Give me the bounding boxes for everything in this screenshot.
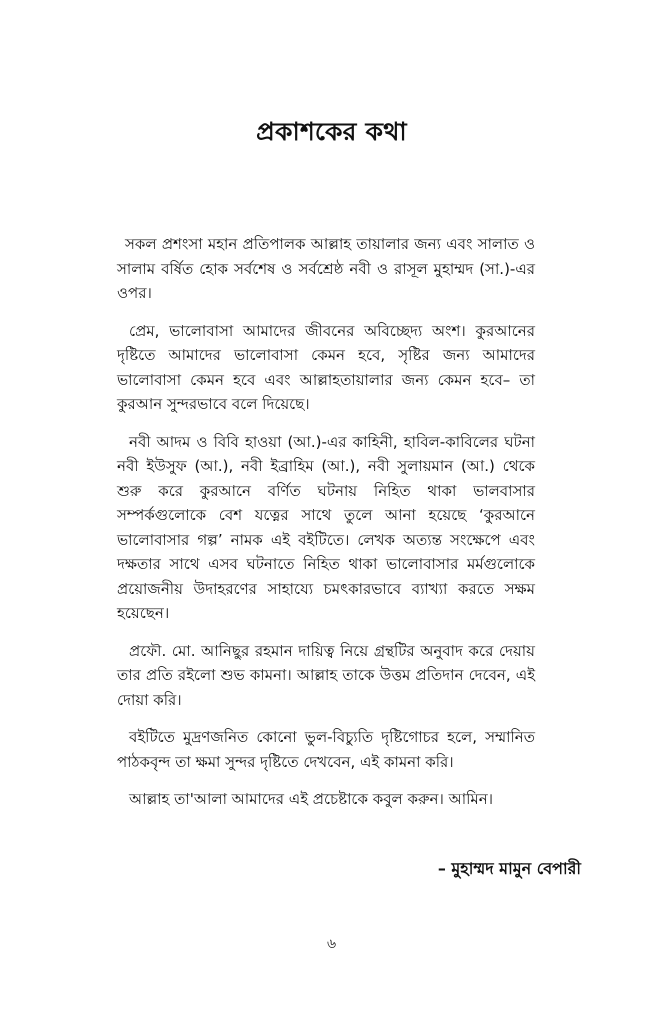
paragraph-prayer: আল্লাহ তা'আলা আমাদের এই প্রচেষ্টাকে কবুল করুন। আমিন। xyxy=(129,790,494,808)
page-title: প্রকাশকের কথা xyxy=(256,117,407,146)
paragraph-translator: প্রফৌ. মো. আনিছুর রহমান দায়িত্ব নিয়ে গ্রন্থটির অনুবাদ করে দেয়ায় তার প্রতি রইলো শুভ কামনা। আল্লাহ তাকে উত্তম প্রতিদান দেবেন, এই দোয়া করি। xyxy=(117,641,535,709)
body-text xyxy=(117,232,535,825)
paragraph-love: প্রেম, ভালোবাসা আমাদের জীবনের অবিচ্ছেদ্য অংশ। কুরআনের দৃষ্টিতে আমাদের ভালোবাসা কেমন হবে, সৃষ্টির জন্য আমাদের ভালোবাসা কেমন হবে এবং আল্লাহতায়ালার জন্য কেমন হবে– তা কুরআন সুন্দরভাবে বলে দিয়েছে। xyxy=(117,321,535,413)
publisher-signature: – মুহাম্মদ মামুন বেপারী xyxy=(437,859,581,878)
paragraph-praise: সকল প্রশংসা মহান প্রতিপালক আল্লাহ তায়ালার জন্য এবং সালাত ও সালাম বর্ষিত হোক সর্বশেষ ও সর্বশ্রেষ্ঠ নবী ও রাসূল মুহাম্মদ (সা.)-এর ওপর। xyxy=(117,235,535,302)
paragraph-errata: বইটিতে মুদ্রণজনিত কোনো ভুল-বিচ্যুতি দৃষ্টিগোচর হলে, সম্মানিত পাঠকবৃন্দ তা ক্ষমা সুন্দর দৃষ্টিতে দেখবেন, এই কামনা করি। xyxy=(117,728,535,771)
paragraph-stories: নবী আদম ও বিবি হাওয়া (আ.)-এর কাহিনী, হাবিল-কাবিলের ঘটনা নবী ইউসুফ (আ.), নবী ইব্রাহিম (আ.), নবী সুলায়মান (আ.) থেকে শুরু করে কুরআনে বর্ণিত ঘটনায় নিহিত থাকা ভালবাসার সম্পর্কগুলোকে বেশ যত্নের সাথে তুলে আনা হয়েছে ‘কুরআনে ভালোবাসার গল্প’ নামক এই বইটিতে। লেখক অত্যন্ত সংক্ষেপে এবং দক্ষতার সাথে এসব ঘটনাতে নিহিত থাকা ভালোবাসার মর্মগুলোকে প্রয়োজনীয় উদাহরণের সাহায্যে চমৎকারভাবে ব্যাখ্যা করতে সক্ষম হয়েছেন। xyxy=(117,432,535,622)
page-number: ৬ xyxy=(326,936,337,952)
